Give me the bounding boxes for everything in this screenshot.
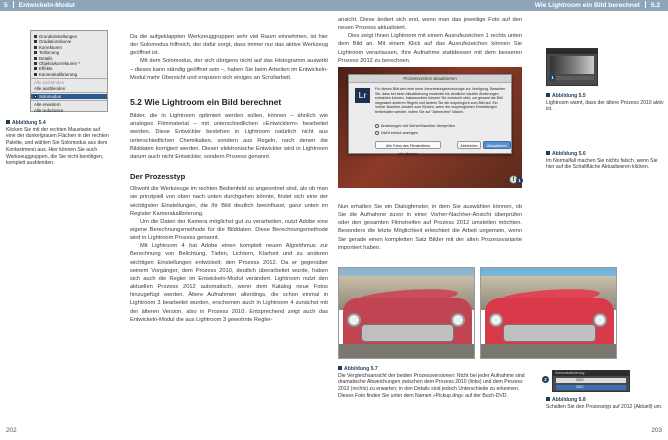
top-paragraph-1: ansicht. Diese ändert sich erst, wenn man das jeweilige Foto auf den neuen Prozess aktualisiert. — [338, 17, 522, 32]
section-paragraph: Bilder, die in Lightroom optimiert werden sollen, können – ähnlich wie analoges Filmmaterial – mit unterschiedlichen »Entwicklern« bearbeitet werden. Diese Entwickler bestehen in Lightroom natürlich nicht aus unterschiedlichen Chemikalien, sondern aus Regeln, nach denen die Bilddaten korrigiert werden. Dieser elektronische Entwickler wird in Lightroom darum auch nicht Entwickler, sondern Prozess genannt. — [130, 113, 328, 160]
panel-item-label: Details — [39, 55, 53, 61]
panel-item-label: Korrekturen — [39, 44, 62, 50]
menu-alle-einblenden[interactable]: Alle einblenden — [34, 80, 65, 86]
caption-5-7: Abbildung 5.7 Die Vergleichsansicht der beiden Prozessversionen: Nicht bei jeder Aufnahme sind dramatische Abweichungen zwischen dem Prozess 2010 (links) und dem Prozess 2012 (rechts) zu erwarten; in den Details sind jedoch Unterschiede zu erkennen. Dieses Foto finden Sie unter dem Namen »Pickup.dng« auf der Buch-DVD. — [338, 366, 525, 399]
panel-item-label: Objektivkorrekturen * — [39, 61, 80, 67]
menu-alle-reduzieren[interactable]: Alle reduzieren — [34, 107, 64, 113]
process-update-dialog — [348, 74, 512, 154]
section-number: 5.2 — [650, 2, 660, 9]
callout-badge-2: 2 — [542, 376, 549, 383]
left-body-text — [130, 33, 328, 324]
menu-solomodus[interactable]: Solomodus — [31, 94, 107, 99]
before-image-process-2010 — [338, 267, 475, 359]
panel-item-label: Gradationskurve — [39, 39, 72, 45]
caption-5-6: Abbildung 5.6 Im Normalfall machen Sie nichts falsch, wenn Sie hier auf die Schaltfläche Aktualisieren klicken. — [546, 151, 658, 171]
process-option-2012[interactable]: 2012 — [556, 385, 626, 390]
panel-item-label: Teiltonung — [39, 50, 60, 56]
middle-paragraph: Nun erhalten Sie ein Dialogfenster, in dem Sie auswählen können, ob Sie die Aufnahme zuvor in einer Vorher-Nachher-Ansicht überprüfen oder den gesamten Filmstreifen auf Prozess 2012 umstellen möchten. Besonders die letzte Möglichkeit erleichtert die Arbeit ungemein, wenn Sie gerade einen kompletten Satz Bilder mit der alten Prozessvariante importiert haben. — [338, 204, 522, 251]
subheading-prozesstyp: Der Prozesstyp — [130, 172, 186, 182]
intro-paragraph-2: Mit dem Solomodus, der sich übrigens nicht auf das Histogramm auswirkt – dieses kann ständig geöffnet sein –, haben Sie beim Arbeiten im Entwickeln-Modul mehr Übersicht und ersparen sich einiges an Scrollarbeit. — [130, 58, 328, 81]
chapter-title: Entwickeln-Modul — [18, 2, 75, 9]
top-paragraph-2: Dies zeigt Ihnen Lightroom mit einem Ausrufezeichen 1 rechts unten dem Bild an. Mit einem Klick auf das Ausrufezeichen können Sie Lightroom veranlassen, Ihre Aufnahme stattdessen mit dem besseren Prozess 2012 zu berechnen. — [338, 33, 522, 64]
process-option-2010[interactable]: 2010 — [556, 378, 626, 383]
right-top-text — [338, 16, 522, 65]
panel-item-label: Grundeinstellungen — [39, 34, 78, 39]
section-heading: 5.2 Wie Lightroom ein Bild berechnet — [130, 96, 282, 107]
caption-5-8: Abbildung 5.8 Schalten Sie den Prozesstyp auf 2012 (Aktuell) um. — [546, 397, 663, 410]
process-paragraph-2: Um die Daten der Kamera möglichst gut zu verarbeiten, nutzt Adobe eine eigene Berechnungsmethode für die Bilddaten. Diese Berechnungsmethode wird in Lightroom Prozess genannt. — [130, 218, 328, 242]
update-dialog-figure — [338, 67, 522, 188]
checkbox-icon — [34, 73, 37, 76]
chapter-number: 5 — [4, 2, 8, 9]
checkbox-icon — [34, 57, 37, 60]
left-running-header — [0, 0, 334, 11]
radio-dont-show-again[interactable]: Nicht erneut anzeigen — [375, 131, 418, 135]
panel-item-label: Kamerakalibrierung — [39, 71, 78, 77]
dialog-text: Für dieses Bild wird eine neue Verarbeitungstechnologie zur Verfügung. Beachten Sie, dass bei einer Aktualisierung moderate bis deutliche visuelle Änderungen entstehen können. Insbesondere können Sie eventuell nicht, zur gesamt als Bild insgesamt anderen Regeln und ändern Sie die ursprünglich zum Bild auf. Ein Vorher-Nachher-Ansicht zum Klicken, wenn die ursprünglichen Einstellungen beibehalten werden, indem Sie auf "Abbrechen" klicken. — [375, 87, 506, 114]
after-image-process-2012 — [480, 267, 617, 359]
checkbox-icon — [34, 35, 37, 38]
calibration-panel-title: Kamerakalibrierung — [553, 371, 629, 376]
lightroom-logo-icon: Lr — [355, 88, 370, 103]
process-paragraph-3: Mit Lightroom 4 hat Adobe einen komplett neuen Algorithmus zur Berechnung von Belichtung, Tiefen, Lichtern, Klarheit und zu anderen wichtigen Einstellungen entwickelt: den Prozess 2012. Da er gegenüber seinem Vorgänger, dem Prozess 2010, deutlich überarbeitet wurde, haben sich auch die Regler im Entwickeln-Modul verändert. Lightroom nutzt den aktuellen Prozess 2012 automatisch, wenn dem Katalog neue Fotos hinzugefügt werden. Ältere Aufnahmen allerdings, die schon einmal in Lightroom 3 bearbeitet wurden, erscheinen auch in Lightroom 4 zunächst mit der älteren Version, also in Prozess 2010. Entsprechend zeigt auch das Entwickeln-Modul die aus Lightroom 3 gewohnte Regler- — [130, 243, 328, 323]
process-paragraph-1: Obwohl die Werkzeuge im rechten Bedienfeld so angeordnet sind, als ob man sie prinzipiell von oben nach unten durchgehen könnte, findet sich eine der wichtigsten Einstellungen, die Ihr Bild deutlich beeinflusst, ganz unten im Register Kamerakalibrierung. — [130, 186, 328, 217]
intro-paragraph-1: Da die aufgeklappten Werkzeuggruppen sehr viel Raum einnehmen, ist hier der Solomodus hilfreich, der dafür sorgt, dass immer nur das aktive Werkzeug geöffnet ist. — [130, 34, 328, 57]
context-menu-panel — [30, 30, 108, 112]
right-page — [334, 0, 668, 440]
update-button[interactable]: Aktualisieren — [483, 141, 511, 149]
update-all-button[interactable]: Alle Fotos des Filmstreifens aktualisieren — [375, 141, 441, 149]
left-folio: 202 — [6, 427, 17, 434]
panel-item-label: Effekte — [39, 66, 53, 72]
caption-5-4: Abbildung 5.4 Klicken Sie mit der rechten Maustaste auf eine der dunkelgrauen Flächen in der rechten Palette, und wählen Sie Solomodus aus dem Kontextmenü aus. Hier können Sie auch Werkzeuggruppen, die Sie nicht benötigen, komplett ausblenden. — [6, 120, 109, 167]
radio-review-changes[interactable]: Änderungen mit Vorher/Nachher überprüfen — [375, 124, 455, 128]
checkbox-icon — [34, 51, 37, 54]
dialog-title: Prozessversion aktualisieren — [349, 75, 511, 83]
panel-item-7[interactable] — [31, 72, 107, 77]
right-running-header — [334, 0, 668, 11]
menu-alle-ausblenden[interactable]: Alle ausblenden — [34, 85, 66, 91]
callout-badge-1b: 1 — [549, 74, 556, 81]
callout-badge-1: 1 — [516, 177, 523, 184]
right-folio: 203 — [651, 427, 662, 434]
exclamation-icon[interactable]: ! — [509, 175, 518, 184]
right-middle-text — [338, 203, 522, 252]
calibration-panel-thumbnail — [552, 370, 630, 392]
checkbox-icon — [34, 46, 37, 49]
cancel-button[interactable]: Abbrechen — [457, 141, 481, 149]
checkbox-icon — [34, 67, 37, 70]
checkbox-icon — [34, 62, 37, 65]
section-title: Wie Lightroom ein Bild berechnet — [534, 2, 640, 9]
caption-5-5: Abbildung 5.5 Lightroom warnt, dass der ältere Prozess 2010 aktiv ist. — [546, 93, 664, 113]
checkbox-icon — [34, 40, 37, 43]
menu-alle-erweitern[interactable]: Alle erweitern — [34, 102, 61, 108]
